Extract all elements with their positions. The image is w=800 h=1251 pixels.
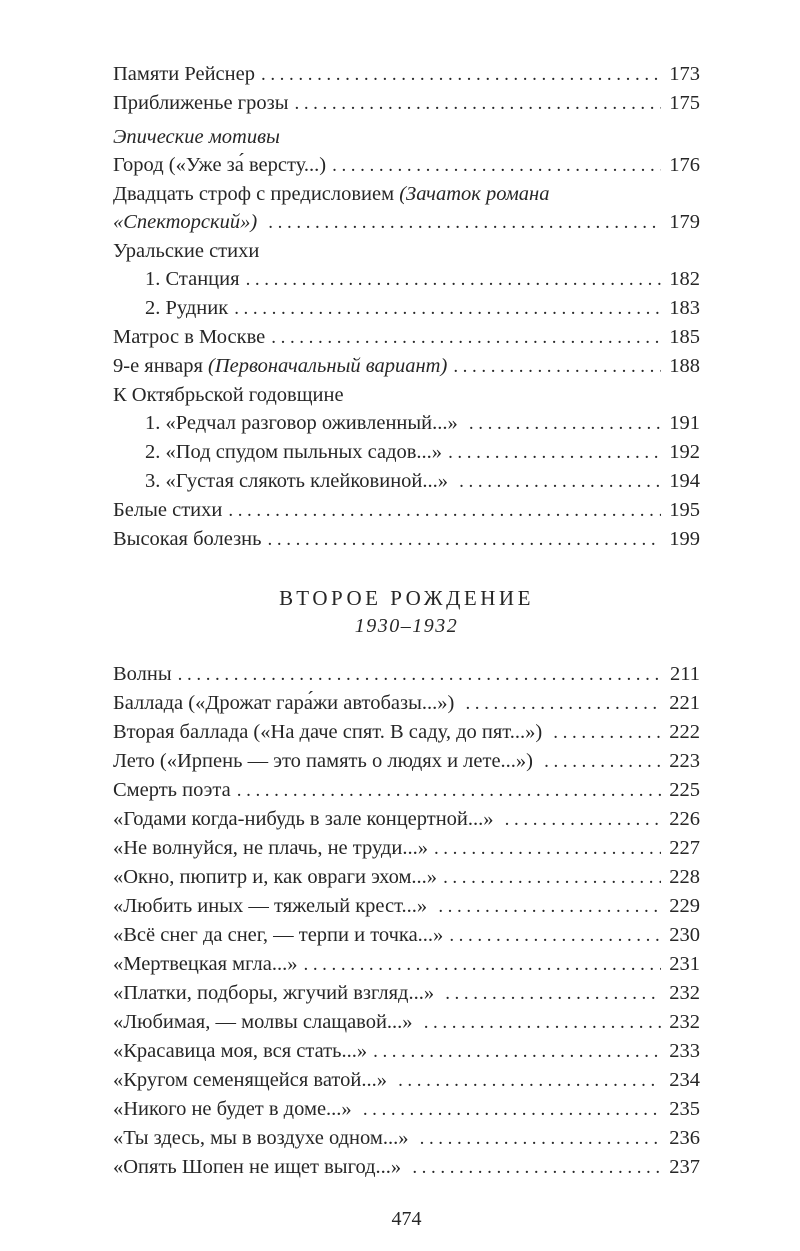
toc-entry [113,689,700,718]
toc-entry-title [113,89,288,117]
toc-title-part: «Мертвецкая мгла...» [113,953,298,975]
toc-title-part: 2. «Под спудом пыльных садов...» [145,441,443,463]
toc-entry [113,1066,700,1095]
toc-title-part: «Окно, пюпитр и, как овраги эхом...» [113,866,438,888]
toc-title-part: 3. «Густая слякоть клейковиной...» [145,470,454,492]
toc-page-number: 233 [669,1040,700,1062]
section-years: 1930–1932 [354,615,459,637]
toc-entry-line [113,265,700,294]
toc-title-part: Лето («Ирпень — это память о людях и лете...») [113,750,539,772]
dotted-leader [434,834,661,863]
toc-entry-title [113,689,459,717]
toc-page-number: 226 [669,808,700,830]
dotted-leader [544,747,661,776]
section-title: ВТОРОЕ РОЖДЕНИЕ [279,586,534,610]
toc-entry-title [113,805,499,833]
toc-title-part: К Октябрьской годовщине [113,384,344,406]
toc-entry [113,123,700,151]
toc-entry-line [113,496,700,525]
toc-entry-line [113,237,700,265]
toc-page-number: 234 [669,1069,700,1091]
dotted-leader [448,438,661,467]
toc-entry [113,265,700,294]
toc-page-number: 191 [669,412,700,434]
toc-entry [113,180,700,237]
toc-title-italic-part: «Спекторский») [113,211,263,233]
toc-entry [113,438,700,467]
toc-entry-line [113,525,700,554]
toc-title-part: Приближенье грозы [113,92,289,114]
dotted-leader [465,689,661,718]
toc-entry-title [145,294,228,322]
dotted-leader [234,294,661,323]
toc-entry-title [113,660,172,688]
toc-title-part: «Опять Шопен не ищет выгод...» [113,1156,407,1178]
toc-title-part: Белые стихи [113,499,223,521]
toc-entry-title [145,409,463,437]
toc-entry [113,1153,700,1182]
toc-entry-title [113,496,222,524]
toc-entry-line [113,834,700,863]
toc-entry-title [113,525,262,553]
toc-entry-line [113,1124,700,1153]
toc-title-part: Уральские стихи [113,240,260,262]
toc-title-part: 2. Рудник [145,297,229,319]
toc-entry-line [113,381,700,409]
toc-entry-title [113,237,259,265]
toc-page-number: 188 [669,355,700,377]
toc-entry [113,381,700,409]
toc-entry-line [113,409,700,438]
toc-entry-title [113,1066,392,1094]
toc-title-part: «Ты здесь, мы в воздухе одном...» [113,1127,414,1149]
toc-page-number: 232 [669,1011,700,1033]
toc-title-part: Памяти Рейснер [113,63,255,85]
toc-page-number: 182 [669,268,700,290]
toc-entry-line [113,352,700,381]
toc-entry-line [113,1066,700,1095]
toc-entry-line [113,921,700,950]
toc-entry-title [113,352,447,380]
toc-title-part: «Платки, подборы, жгучий взгляд...» [113,982,440,1004]
toc-entry-line [113,467,700,496]
toc-page-number: 176 [669,154,700,176]
toc-entry-line [113,1037,700,1066]
toc-title-part: 1. «Редчал разговор оживленный...» [145,412,463,434]
dotted-leader [268,208,661,237]
toc-entry-line [113,863,700,892]
toc-entry [113,496,700,525]
toc-entry [113,776,700,805]
dotted-leader [268,525,661,554]
toc-title-part: «Кругом семенящейся ватой...» [113,1069,393,1091]
toc-entry [113,805,700,834]
toc-title-part: «Никого не будет в доме...» [113,1098,357,1120]
toc-entry-title [113,151,326,179]
toc-entry-line [113,950,700,979]
toc-page-number: 225 [669,779,700,801]
toc-title-part: Высокая болезнь [113,528,262,550]
toc-entry-title [113,863,437,891]
toc-entry-line [113,438,700,467]
toc-title-italic-part: (Зачаток романа [399,183,550,205]
toc-entry-line [113,1008,700,1037]
page-number-folio: 474 [391,1208,422,1230]
toc-title-part: 9-е января [113,355,209,377]
table-of-contents [113,60,700,1182]
toc-entry-title [113,1008,418,1036]
toc-entry-line [113,294,700,323]
toc-entry [113,409,700,438]
toc-page-number: 237 [669,1156,700,1178]
toc-title-part: «Годами когда-нибудь в зале концертной...» [113,808,499,830]
toc-page-number: 211 [670,663,700,685]
dotted-leader [228,496,661,525]
toc-entry [113,294,700,323]
toc-title-part: Волны [113,663,172,685]
toc-entry-title [113,1153,406,1181]
dotted-leader [363,1095,661,1124]
toc-entry [113,151,700,180]
toc-title-italic-part: Эпические мотивы [113,126,280,148]
toc-entry-line [113,60,700,89]
toc-entry-line [113,1095,700,1124]
dotted-leader [438,892,661,921]
toc-page-number: 235 [669,1098,700,1120]
toc-page-number: 222 [669,721,700,743]
toc-entry-line [113,892,700,921]
toc-page-number: 227 [669,837,700,859]
toc-entry-title [113,718,547,746]
toc-entry [113,352,700,381]
toc-title-part: Двадцать строф с предисловием [113,183,400,205]
toc-entry-title [113,60,255,88]
toc-entry-title [145,438,442,466]
dotted-leader [261,60,661,89]
toc-page-number: 232 [669,982,700,1004]
toc-title-part: Город («Уже за́ версту...) [113,154,327,176]
dotted-leader [332,151,661,180]
dotted-leader [373,1037,661,1066]
toc-entry-title [113,180,549,208]
toc-entry [113,979,700,1008]
toc-entry [113,892,700,921]
toc-entry-line [113,180,700,208]
dotted-leader [398,1066,661,1095]
toc-entry-line [113,1153,700,1182]
toc-page-number: 185 [669,326,700,348]
dotted-leader [178,660,661,689]
toc-page-number: 221 [669,692,700,714]
toc-entry-line [113,151,700,180]
toc-entry-title [113,921,443,949]
toc-page-number: 173 [669,63,700,85]
dotted-leader [459,467,661,496]
dotted-leader [303,950,661,979]
dotted-leader [271,323,661,352]
toc-entry-title [113,1095,357,1123]
toc-entry-title [113,123,280,151]
toc-entry-line [113,718,700,747]
toc-title-italic-part: (Первоначальный вариант) [208,355,448,377]
dotted-leader [424,1008,661,1037]
toc-title-part: «Не волнуйся, не плачь, не труди...» [113,837,428,859]
toc-entry [113,747,700,776]
toc-entry-title [113,776,231,804]
toc-entry-line [113,776,700,805]
toc-entry-line [113,805,700,834]
toc-entry-title [113,381,344,409]
dotted-leader [443,863,661,892]
section-heading [113,585,700,639]
toc-title-part: «Красавица моя, вся стать...» [113,1040,368,1062]
toc-title-part: 1. Станция [145,268,240,290]
toc-page-number: 230 [669,924,700,946]
toc-page-number: 231 [669,953,700,975]
dotted-leader [420,1124,661,1153]
toc-page-number: 192 [669,441,700,463]
toc-entry [113,863,700,892]
toc-entry [113,89,700,118]
toc-entry [113,921,700,950]
toc-entry [113,950,700,979]
toc-entry-title [113,979,439,1007]
toc-entry [113,1008,700,1037]
toc-page-number: 199 [669,528,700,550]
toc-page-number: 179 [669,211,700,233]
toc-page-number: 236 [669,1127,700,1149]
toc-entry-title [113,950,297,978]
toc-entry-line [113,89,700,118]
toc-page-number: 228 [669,866,700,888]
toc-entry-title [113,1124,414,1152]
toc-entry [113,60,700,89]
toc-entry [113,1037,700,1066]
toc-entry-line [113,979,700,1008]
dotted-leader [237,776,661,805]
toc-entry-line [113,747,700,776]
toc-title-part: Баллада («Дрожат гара́жи автобазы...») [113,692,460,714]
toc-entry-line [113,660,700,689]
toc-page-number: 195 [669,499,700,521]
toc-entry-line [113,123,700,151]
toc-entry-line [113,689,700,718]
toc-entry [113,1124,700,1153]
toc-entry-title [113,323,265,351]
toc-entry [113,718,700,747]
toc-entry-line [113,208,700,237]
toc-entry-line [113,323,700,352]
dotted-leader [412,1153,661,1182]
dotted-leader [453,352,661,381]
toc-entry-title [113,1037,367,1065]
toc-entry [113,525,700,554]
toc-title-part: «Всё снег да снег, — терпи и точка...» [113,924,444,946]
toc-page-number: 229 [669,895,700,917]
dotted-leader [294,89,661,118]
toc-entry [113,1095,700,1124]
dotted-leader [449,921,661,950]
toc-page-number: 223 [669,750,700,772]
toc-title-part: Матрос в Москве [113,326,266,348]
toc-entry-title [113,834,428,862]
toc-title-part: Смерть поэта [113,779,231,801]
dotted-leader [469,409,661,438]
toc-page-number: 175 [669,92,700,114]
toc-entry-title [145,467,453,495]
toc-entry [113,467,700,496]
toc-title-part: «Любить иных — тяжелый крест...» [113,895,433,917]
toc-title-part: «Любимая, — молвы слащавой...» [113,1011,418,1033]
toc-page-number: 194 [669,470,700,492]
toc-entry-title [113,892,432,920]
toc-entry-title [113,747,538,775]
toc-entry [113,834,700,863]
toc-entry-title [145,265,240,293]
toc-entry [113,237,700,265]
toc-page-number: 183 [669,297,700,319]
dotted-leader [445,979,661,1008]
toc-entry [113,323,700,352]
dotted-leader [553,718,661,747]
dotted-leader [246,265,661,294]
toc-entry [113,660,700,689]
dotted-leader [505,805,661,834]
toc-entry-title [113,208,262,236]
toc-title-part: Вторая баллада («На даче спят. В саду, до пят...») [113,721,548,743]
